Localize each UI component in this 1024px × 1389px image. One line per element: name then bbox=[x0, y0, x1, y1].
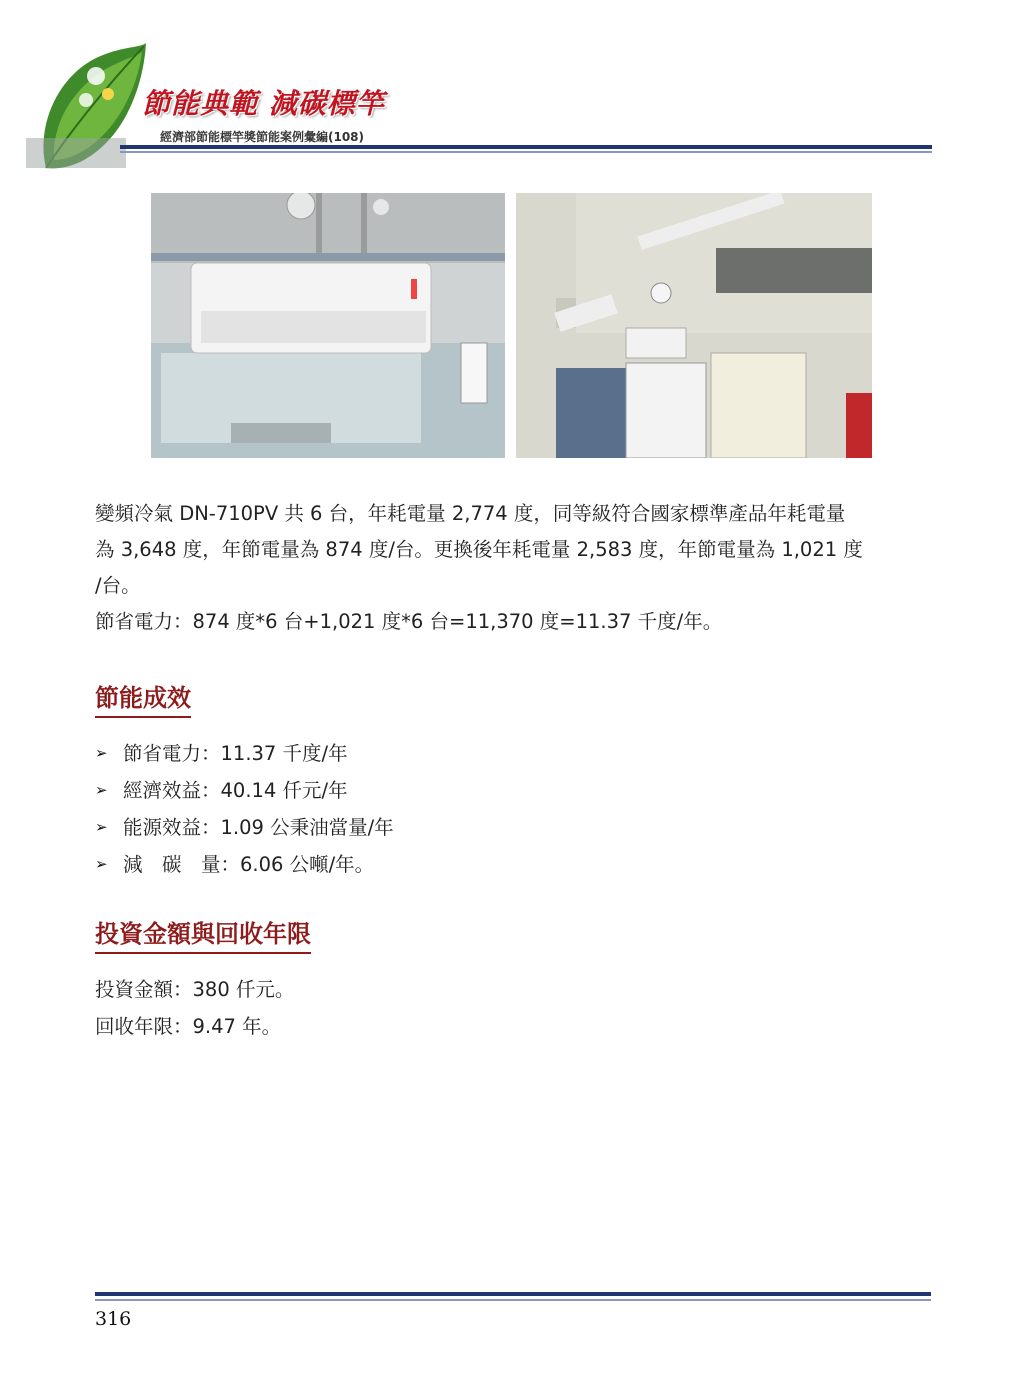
arrow-bullet-icon: ➢ bbox=[95, 855, 108, 873]
intro-line-3: /台。 bbox=[95, 574, 141, 597]
photo-wall-ac-room bbox=[516, 193, 872, 458]
intro-line-4: 節省電力：874 度*6 台+1,021 度*6 台=11,370 度=11.37 千度/年。 bbox=[95, 610, 723, 633]
header-rule bbox=[120, 145, 932, 149]
footer-rule bbox=[95, 1292, 931, 1296]
arrow-bullet-icon: ➢ bbox=[95, 781, 108, 799]
list-item: ➢ 節省電力：11.37 千度/年 bbox=[95, 735, 394, 772]
arrow-bullet-icon: ➢ bbox=[95, 818, 108, 836]
brand-subtitle: 經濟部節能標竿獎節能案例彙編(108) bbox=[160, 130, 365, 144]
page-number: 316 bbox=[95, 1308, 132, 1330]
section-heading-investment: 投資金額與回收年限 bbox=[95, 914, 311, 954]
intro-paragraph bbox=[95, 496, 935, 640]
investment-amount: 投資金額：380 仟元。 bbox=[95, 978, 295, 1001]
payback-period: 回收年限：9.47 年。 bbox=[95, 1015, 282, 1038]
header-rule-thin bbox=[120, 151, 932, 153]
investment-lines bbox=[95, 971, 294, 1045]
savings-list bbox=[95, 735, 394, 883]
photo-indoor-ac-office bbox=[151, 193, 505, 458]
arrow-bullet-icon: ➢ bbox=[95, 744, 108, 762]
section-heading-savings: 節能成效 bbox=[95, 678, 191, 718]
list-item: ➢ 經濟效益：40.14 仟元/年 bbox=[95, 772, 394, 809]
footer-rule-thin bbox=[95, 1299, 931, 1301]
list-item: ➢ 減 碳 量：6.06 公噸/年。 bbox=[95, 846, 394, 883]
list-item: ➢ 能源效益：1.09 公秉油當量/年 bbox=[95, 809, 394, 846]
intro-line-1: 變頻冷氣 DN-710PV 共 6 台，年耗電量 2,774 度，同等級符合國家標準產品年耗電量 bbox=[95, 502, 846, 525]
brand-title: 節能典範 減碳標竿 bbox=[142, 87, 385, 120]
taiwan-leaf-logo bbox=[26, 38, 156, 178]
intro-line-2: 為 3,648 度，年節電量為 874 度/台。更換後年耗電量 2,583 度，年節電量為 1,021 度 bbox=[95, 538, 863, 561]
